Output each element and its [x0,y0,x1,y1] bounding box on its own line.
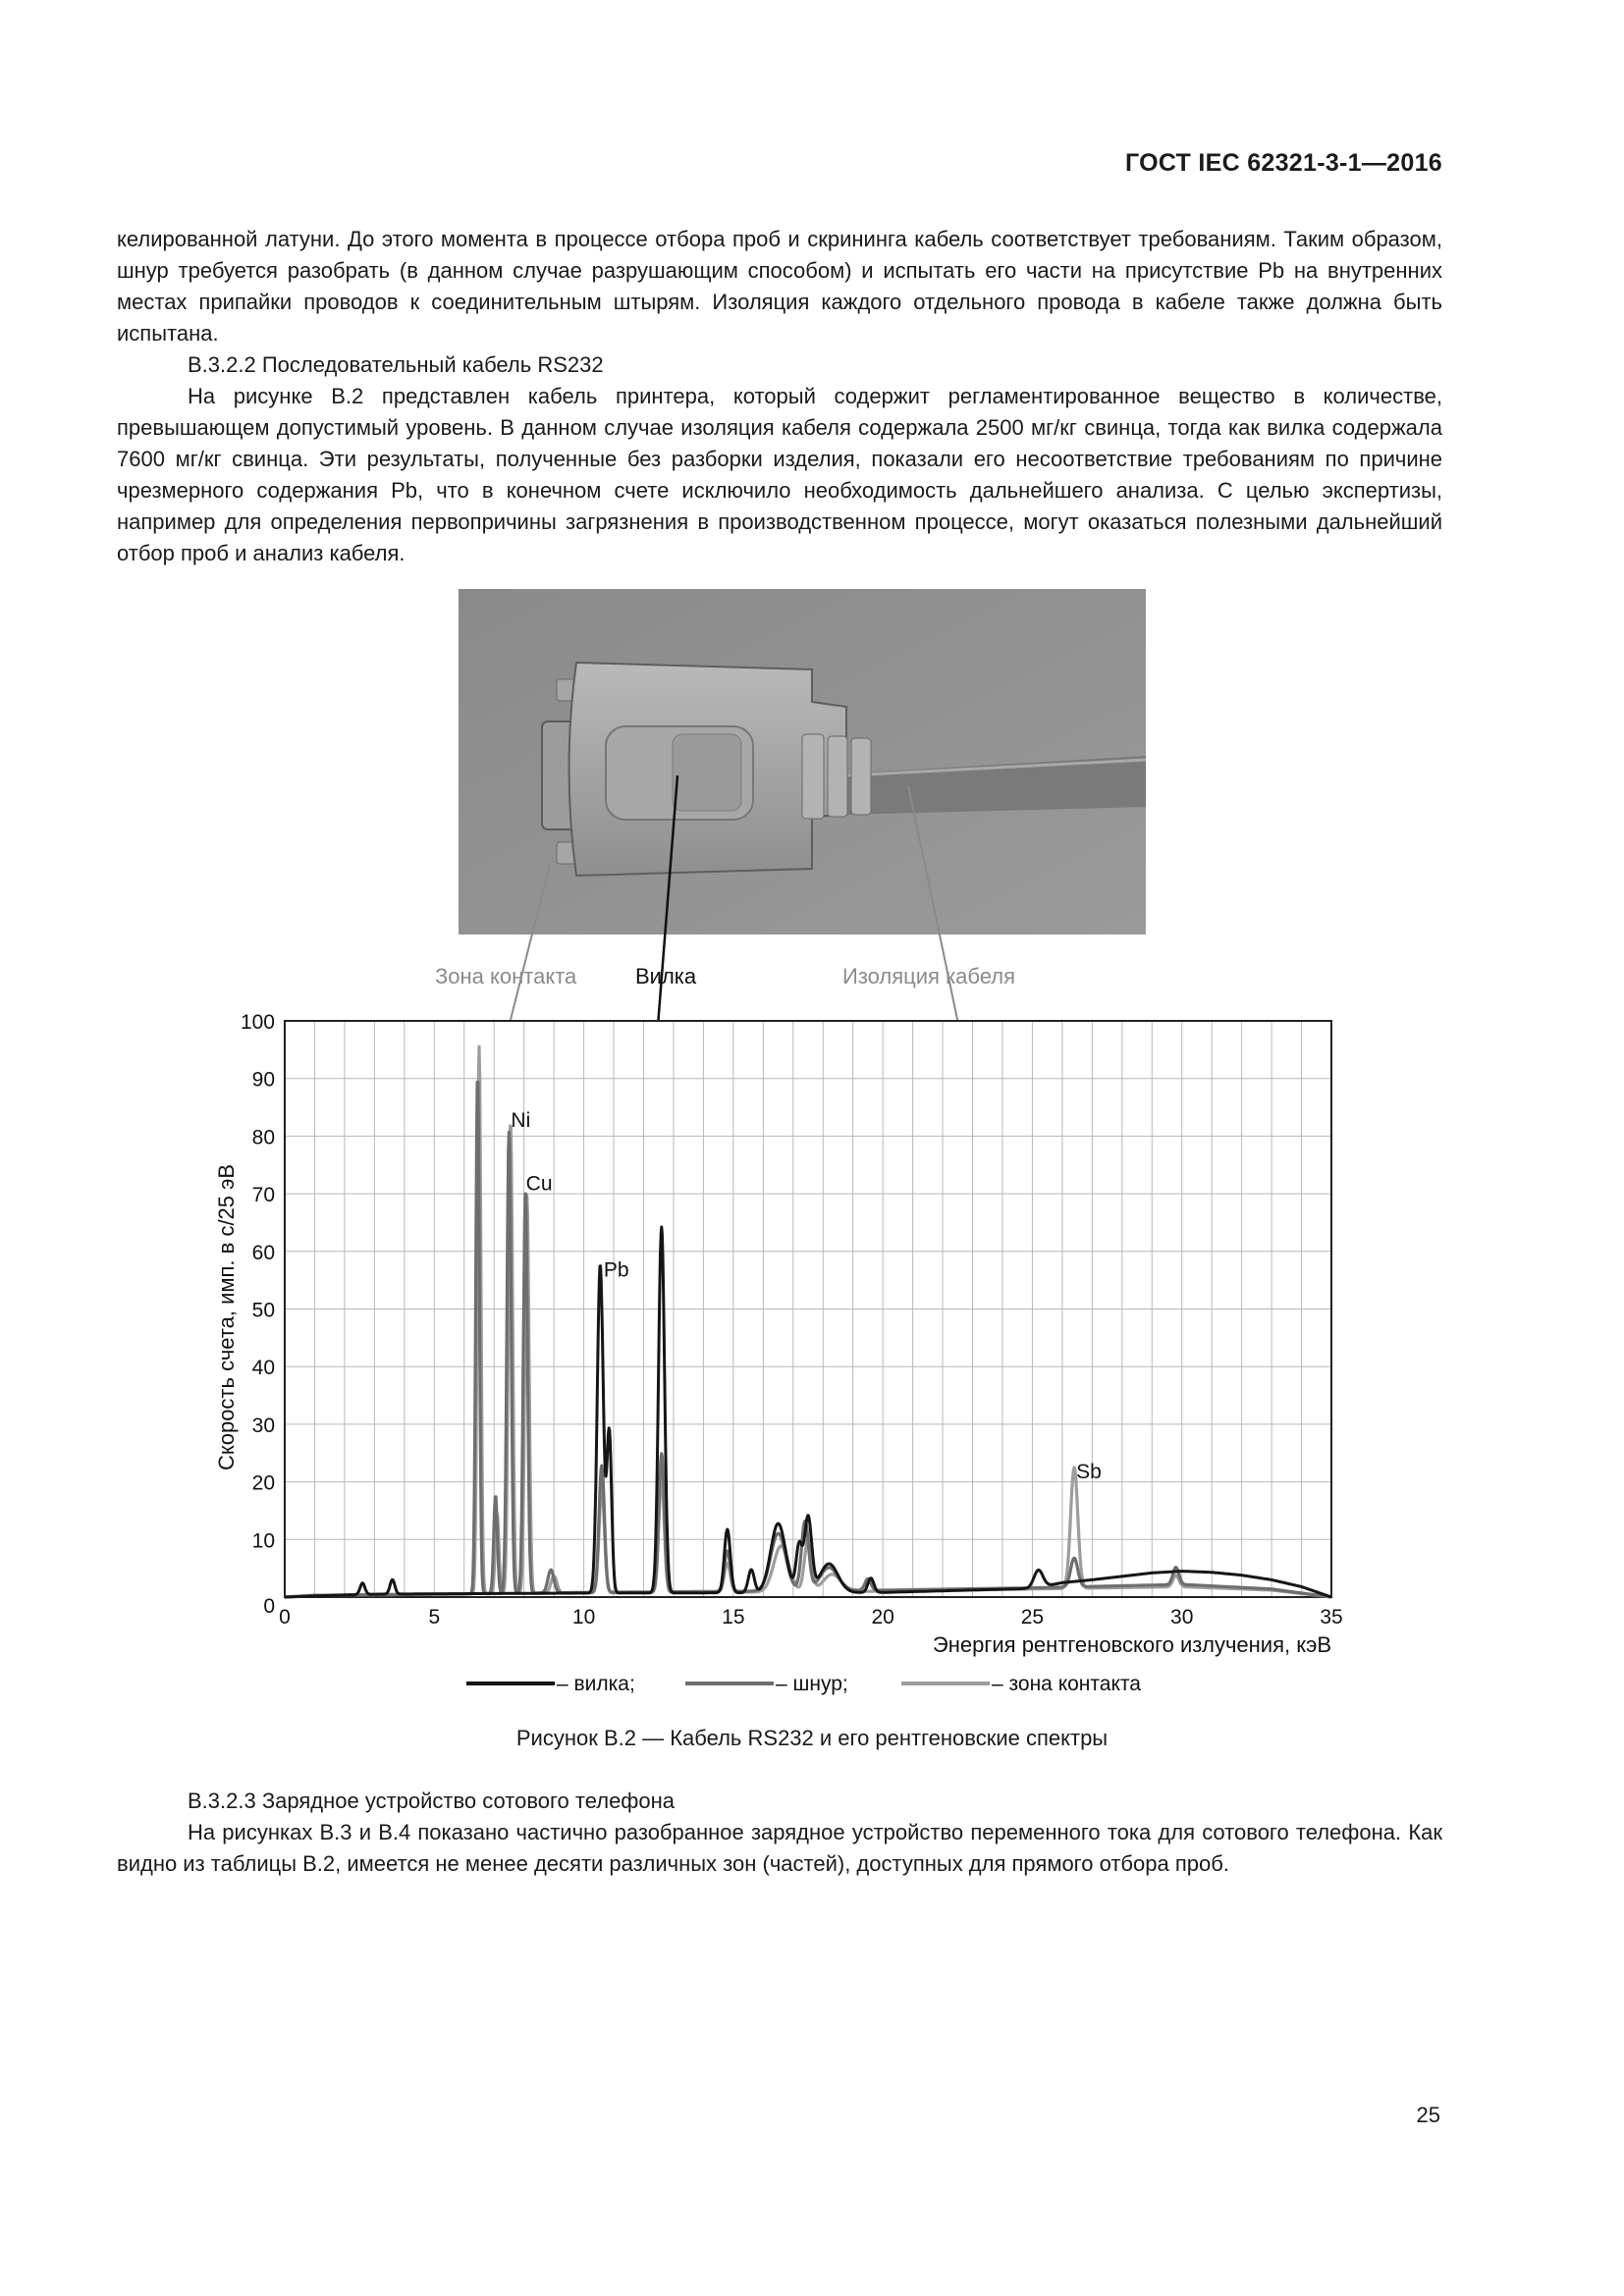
y-axis-label: Скорость счета, имп. в с/25 эВ [214,1163,239,1471]
paragraph-rs232: На рисунке В.2 представлен кабель принтера, который содержит регламентированное вещество в количестве, превышающем допустимый уровень. В данном случае изоляция кабеля содержала 2500 мг/кг свинца, тогда как вилка содержала 7600 мг/кг свинца. Эти результаты, полученные без разборки изделия, показали его несоответствие требованиям по причине чрезмерного содержания Pb, что в конечном счете исключило необходимость дальнейшего анализа. С целью экспертизы, например для определения первопричины загрязнения в производственном процессе, могут оказаться полезными дальнейший отбор проб и анализ кабеля. [117,384,1442,565]
x-tick-label: 30 [1170,1606,1194,1629]
paragraph-continuation: келированной латуни. До этого момента в процессе отбора проб и скрининга кабель соответствует требованиям. Таким образом, шнур требуется разобрать (в данном случае разрушающим способом) и испытать его части на присутствие Pb на внутренних местах припайки проводов к соединительным штырям. Изоляция каждого отдельного провода в кабеле также должна быть испытана. [117,227,1442,346]
chart-grid [285,1021,1331,1597]
page-number: 25 [1416,2103,1440,2127]
x-tick-label: 35 [1320,1606,1343,1629]
label-cable-insulation: Изоляция кабеля [842,964,1016,988]
legend-label-0: – вилка; [557,1673,635,1695]
y-tick-label: 100 [240,1011,275,1034]
y-tick-label: 70 [251,1184,275,1207]
x-tick-label: 5 [428,1606,441,1629]
y-tick-label: 60 [251,1241,275,1264]
x-tick-label: 20 [871,1606,894,1629]
y-tick-label: 20 [251,1471,275,1495]
x-tick-label: 10 [571,1606,596,1629]
y-tick-label: 50 [251,1299,275,1322]
peak-annotation-sb: Sb [1076,1460,1102,1483]
legend-label-1: – шнур; [776,1673,848,1695]
y-tick-label: 80 [251,1126,275,1149]
peak-annotation-cu: Cu [525,1172,553,1196]
paragraph-charger: На рисунках В.3 и В.4 показано частично разобранное зарядное устройство переменного тока для сотового телефона. Как видно из таблицы В.2, имеется не менее десяти различных зон (частей), доступных для прямого отбора проб. [117,1820,1442,1876]
y-tick-label: 40 [251,1357,275,1380]
document-header: ГОСТ IEC 62321-3-1—2016 [1124,149,1442,177]
y-tick-label: 0 [263,1595,275,1618]
peak-annotation-pb: Pb [603,1258,629,1282]
label-contact-zone: Зона контакта [435,964,577,988]
peak-annotation-ni: Ni [511,1108,531,1132]
figure-caption: Рисунок В.2 — Кабель RS232 и его рентгеновские спектры [515,1726,1109,1750]
x-axis-label: Энергия рентгеновского излучения, кэВ [932,1632,1331,1657]
y-tick-label: 90 [251,1068,275,1092]
y-tick-label: 10 [251,1529,275,1553]
x-tick-label: 0 [279,1606,291,1629]
charger-text-block [117,1786,1442,1880]
x-tick-label: 15 [722,1606,745,1629]
x-tick-label: 25 [1020,1606,1045,1629]
legend-label-2: – зона контакта [992,1673,1141,1695]
chart-legend [466,1673,1141,1695]
section-heading-charger: В.3.2.3 Зарядное устройство сотового телефона [188,1789,676,1813]
y-tick-label: 30 [251,1414,275,1437]
label-plug: Вилка [635,964,697,988]
section-heading-rs232: В.3.2.2 Последовательный кабель RS232 [188,352,604,377]
